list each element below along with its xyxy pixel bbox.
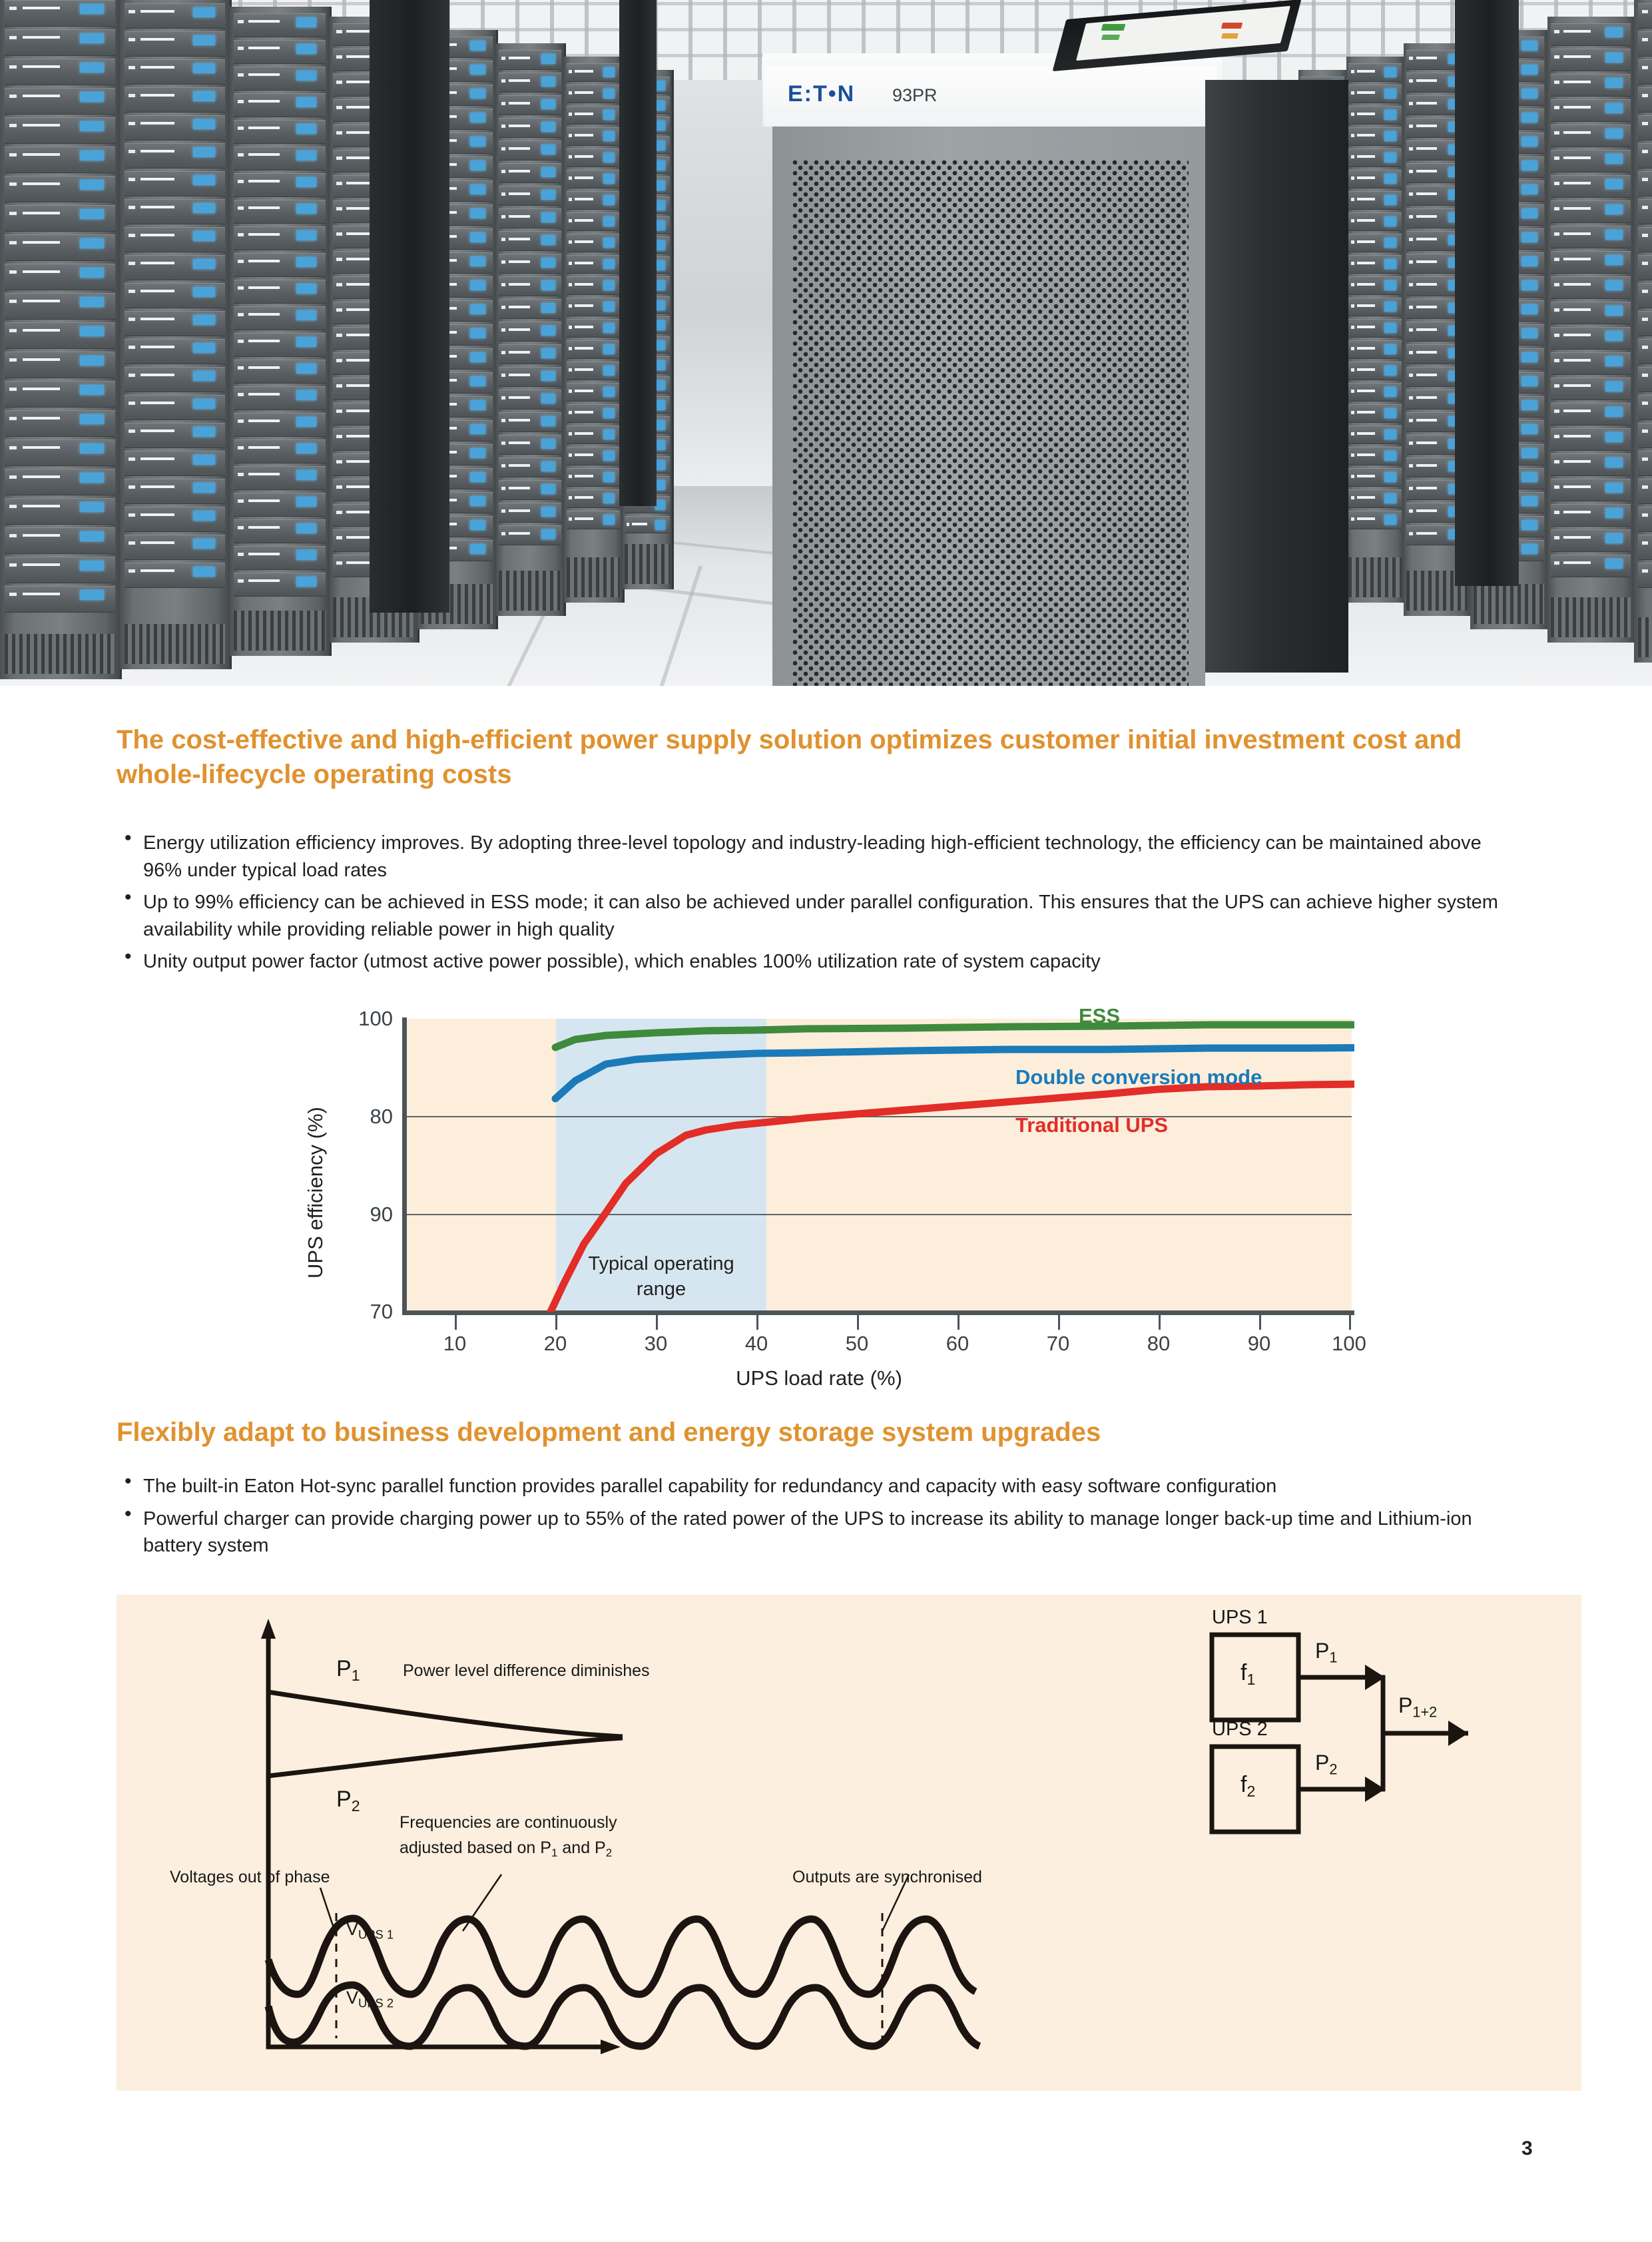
pillar-left [370, 0, 449, 613]
rack-unit [125, 255, 226, 280]
ups-side-door [1205, 80, 1348, 673]
rack-unit [125, 199, 226, 224]
rack-unit [499, 50, 561, 70]
ups2-block-inner-label [1240, 1772, 1255, 1801]
hot-sync-diagram-panel [117, 1595, 1581, 2091]
bullet-list-section-2 [117, 1473, 1521, 1565]
ups-display-indicator-green [1101, 24, 1126, 31]
rack-unit [125, 3, 226, 29]
rack-unit [5, 381, 115, 408]
rack-unit [1348, 340, 1401, 359]
y-tick-label: 70 [370, 1300, 393, 1323]
series-traditional-ups [549, 1084, 1365, 1314]
rack-unit [1348, 383, 1401, 402]
rack-unit [5, 176, 115, 202]
rack-unit [125, 59, 226, 85]
p2-out-subscript: 2 [1329, 1761, 1338, 1778]
rack-unit [1551, 125, 1631, 147]
rack-unit [125, 367, 226, 392]
rack-unit [5, 117, 115, 144]
rack-unit [499, 118, 561, 138]
rack-unit [125, 283, 226, 308]
rack-unit [1638, 59, 1652, 85]
rack-unit [499, 163, 561, 183]
rack-unit [1638, 507, 1652, 532]
combined-output-label [1398, 1693, 1437, 1721]
voltages-out-of-phase-note: Voltages out of phase [170, 1868, 330, 1886]
ups-display-indicator-orange [1221, 33, 1239, 39]
rack-unit [1638, 395, 1652, 420]
rack-unit [1638, 479, 1652, 504]
p1-out-symbol: P [1315, 1639, 1330, 1663]
band-label-typical-operating-range: Typical operating range [588, 1253, 734, 1300]
rack-unit [1638, 283, 1652, 308]
rack-unit [1551, 529, 1631, 552]
rack-unit [499, 480, 561, 500]
rack-unit [567, 468, 621, 487]
rack-unit [1638, 339, 1652, 364]
ups2-output-label [1315, 1751, 1337, 1779]
rack-unit [567, 148, 621, 167]
x-tick-label: 70 [1046, 1332, 1070, 1355]
frequency-note-line-1: Frequencies are continuously [400, 1813, 617, 1832]
rack-unit [567, 340, 621, 359]
rack-unit [1551, 226, 1631, 248]
wave-label-ups1 [346, 1919, 394, 1942]
server-rack [496, 43, 566, 616]
rack-unit [125, 227, 226, 252]
list-item: • Energy utilization efficiency improves. By adopting three-level topology and industry-leading high-efficient technology, the efficiency can be maintained above 96% under typical load rates [117, 830, 1521, 884]
rack-unit [234, 306, 326, 330]
rack-unit [1551, 403, 1631, 425]
rack-unit [5, 264, 115, 290]
rack-unit [567, 191, 621, 210]
rack-vent [1348, 557, 1401, 597]
wave1-v-symbol: V [346, 1919, 359, 1939]
rack-unit [1551, 99, 1631, 122]
rack-unit [234, 120, 326, 144]
rack-unit [1348, 404, 1401, 423]
f1-subscript: 1 [1246, 1670, 1256, 1688]
rack-unit [1638, 451, 1652, 476]
rack-unit [5, 322, 115, 349]
rack-unit [499, 344, 561, 364]
rack-unit [125, 171, 226, 196]
rack-unit [1551, 49, 1631, 71]
rack-unit [499, 367, 561, 387]
rack-unit [125, 339, 226, 364]
series-label-double-conversion: Double conversion mode [1015, 1065, 1262, 1089]
rack-unit [567, 63, 621, 82]
rack-unit [234, 40, 326, 64]
rack-unit [499, 390, 561, 410]
rack-unit [234, 573, 326, 597]
rack-unit [234, 280, 326, 304]
rack-unit [125, 535, 226, 560]
rack-unit [5, 234, 115, 261]
rack-unit [5, 146, 115, 173]
list-item: • Unity output power factor (utmost active power possible), which enables 100% utilization rate of system capacity [117, 948, 1521, 976]
rack-unit [234, 226, 326, 250]
rack-unit [1348, 447, 1401, 465]
x-tick-label: 100 [1332, 1332, 1366, 1355]
p1-subscript: 1 [351, 1666, 360, 1684]
rack-unit [567, 489, 621, 508]
rack-unit [1551, 276, 1631, 299]
rack-unit [234, 519, 326, 543]
rack-unit [1348, 362, 1401, 380]
rack-unit [499, 276, 561, 296]
rack-unit [1638, 423, 1652, 448]
hero-image [0, 0, 1652, 686]
rack-unit [1638, 563, 1652, 588]
rack-unit [1348, 298, 1401, 316]
rack-unit [567, 170, 621, 188]
rack-unit [1638, 311, 1652, 336]
rack-unit [567, 404, 621, 423]
p1-curve-label [336, 1656, 360, 1685]
ups2-block-title: UPS 2 [1212, 1719, 1268, 1740]
rack-vent [5, 634, 115, 674]
rack-unit [1551, 74, 1631, 97]
rack-unit [125, 87, 226, 113]
rack-unit [125, 479, 226, 504]
server-rack [564, 57, 625, 603]
eaton-model-label: 93PR [892, 85, 938, 105]
rack-vent [1474, 584, 1545, 624]
rack-vent [1638, 617, 1652, 657]
frequency-note-sub-2: 2 [605, 1846, 613, 1860]
p12-subscript: 1+2 [1412, 1703, 1438, 1721]
page-title-section-1: The cost-effective and high-efficient power supply solution optimizes customer initial investment cost and whole-lifecycle operating costs [117, 725, 1462, 789]
rack-unit [1551, 150, 1631, 172]
rack-unit [234, 386, 326, 410]
rack-unit [5, 527, 115, 554]
rack-unit [1348, 63, 1401, 82]
rack-unit [1551, 251, 1631, 274]
x-tick-label: 40 [744, 1332, 768, 1355]
rack-unit [1551, 479, 1631, 501]
rack-unit [1638, 367, 1652, 392]
rack-unit [234, 146, 326, 170]
rack-unit [499, 322, 561, 342]
pillar-left-2 [619, 0, 657, 506]
x-tick-label: 80 [1147, 1332, 1171, 1355]
ups1-block-inner-label [1240, 1660, 1255, 1689]
wave2-subscript: UPS 2 [358, 1996, 394, 2010]
rack-unit [1551, 175, 1631, 198]
y-tick-label: 80 [370, 1105, 393, 1128]
rack-unit [5, 586, 115, 613]
rack-unit [1348, 468, 1401, 487]
server-rack [230, 7, 332, 656]
rack-unit [234, 253, 326, 277]
rack-unit [499, 73, 561, 93]
f2-symbol: f [1240, 1772, 1247, 1797]
series-label-ess: ESS [1079, 1004, 1121, 1027]
rack-unit [567, 362, 621, 380]
rack-unit [1551, 378, 1631, 400]
rack-unit [625, 516, 670, 533]
rack-unit [567, 276, 621, 295]
efficiency-chart [286, 999, 1366, 1390]
rack-unit [1551, 428, 1631, 451]
series-label-traditional-ups: Traditional UPS [1015, 1113, 1169, 1137]
rack-unit [567, 85, 621, 103]
rack-unit [1638, 31, 1652, 57]
rack-unit [5, 557, 115, 583]
rack-unit [567, 255, 621, 274]
rack-unit [5, 410, 115, 437]
rack-unit [234, 493, 326, 517]
rack-unit [125, 395, 226, 420]
rack-vent [234, 611, 326, 651]
frequency-note-sub-1: 1 [551, 1846, 558, 1860]
rack-unit [1638, 199, 1652, 224]
p2-subscript: 2 [351, 1797, 360, 1815]
ups-display-indicator-red [1221, 23, 1242, 29]
ups1-output-label [1315, 1639, 1337, 1667]
rack-unit [1551, 352, 1631, 375]
list-item: • The built-in Eaton Hot-sync parallel function provides parallel capability for redundancy and capacity with easy software configuration [117, 1473, 1521, 1500]
outputs-synchronised-note: Outputs are synchronised [792, 1868, 982, 1886]
rack-unit [1638, 3, 1652, 29]
rack-unit [125, 31, 226, 57]
server-rack [1547, 17, 1636, 643]
ups-cabinet [756, 0, 1342, 586]
rack-unit [125, 451, 226, 476]
rack-unit [567, 425, 621, 444]
chart-x-axis-label: UPS load rate (%) [736, 1366, 902, 1390]
f1-symbol: f [1240, 1660, 1247, 1685]
rack-unit [499, 299, 561, 319]
rack-unit [1638, 143, 1652, 168]
page-title-section-2: Flexibly adapt to business development and energy storage system upgrades [117, 1418, 1101, 1447]
rack-unit [499, 525, 561, 545]
rack-unit [1348, 276, 1401, 295]
rack-unit [125, 563, 226, 588]
rack-unit [5, 0, 115, 27]
rack-vent [625, 544, 670, 584]
rack-unit [1348, 127, 1401, 146]
x-tick-label: 20 [543, 1332, 567, 1355]
rack-unit [1551, 327, 1631, 350]
rack-unit [5, 59, 115, 85]
wave1-subscript: UPS 1 [358, 1927, 394, 1942]
rack-unit [567, 383, 621, 402]
rack-vent [499, 571, 561, 611]
rack-unit [1348, 148, 1401, 167]
rack-unit [234, 466, 326, 490]
p2-out-symbol: P [1315, 1751, 1330, 1775]
rack-unit [499, 254, 561, 274]
server-rack [1346, 57, 1406, 603]
rack-unit [234, 360, 326, 384]
rack-unit [499, 457, 561, 477]
frequency-note-text-a: adjusted based on P [400, 1838, 551, 1857]
rack-unit [234, 546, 326, 570]
rack-unit [1348, 319, 1401, 338]
chart-series-svg [286, 999, 1365, 1385]
p2-symbol: P [336, 1787, 352, 1812]
p1-symbol: P [336, 1656, 352, 1681]
x-tick-label: 90 [1247, 1332, 1271, 1355]
rack-unit [567, 447, 621, 465]
x-tick-label: 50 [845, 1332, 869, 1355]
rack-unit [1348, 234, 1401, 252]
rack-unit [1348, 85, 1401, 103]
rack-unit [125, 115, 226, 140]
wave2-v-symbol: V [346, 1988, 359, 2008]
rack-unit [1551, 302, 1631, 324]
rack-unit [1638, 87, 1652, 113]
rack-unit [5, 205, 115, 232]
wave-label-ups2 [346, 1988, 394, 2011]
x-tick-label: 60 [946, 1332, 969, 1355]
rack-unit [1348, 255, 1401, 274]
rack-vent [1551, 597, 1631, 637]
x-tick-label: 30 [644, 1332, 668, 1355]
rack-unit [1551, 453, 1631, 476]
rack-unit [499, 435, 561, 455]
rack-unit [567, 212, 621, 231]
rack-unit [234, 173, 326, 197]
rack-unit [125, 143, 226, 168]
list-item: • Up to 99% efficiency can be achieved in ESS mode; it can also be achieved under parallel configuration. This ensures that the UPS can achieve higher system availability while providing reliable power in high quality [117, 889, 1521, 943]
page-number: 3 [1521, 2137, 1533, 2159]
rack-unit [5, 29, 115, 56]
rack-unit [1638, 115, 1652, 140]
rack-unit [1551, 555, 1631, 577]
frequency-note-line-2 [400, 1838, 612, 1860]
rack-unit [125, 423, 226, 448]
rack-unit [567, 511, 621, 529]
rack-unit [499, 95, 561, 115]
rack-unit [1551, 504, 1631, 527]
rack-unit [1348, 425, 1401, 444]
power-difference-annotation: Power level difference diminishes [403, 1661, 650, 1680]
rack-unit [1348, 511, 1401, 529]
rack-unit [567, 106, 621, 125]
list-item: • Powerful charger can provide charging power up to 55% of the rated power of the UPS to increase its ability to manage longer back-up time and Lithium-ion battery system [117, 1506, 1521, 1559]
ups-perforated-grille [792, 160, 1189, 686]
x-tick-label: 10 [443, 1332, 467, 1355]
frequency-note-text-b: and P [557, 1838, 606, 1857]
rack-unit [1348, 191, 1401, 210]
y-tick-label: 100 [358, 1007, 393, 1030]
rack-unit [5, 439, 115, 466]
rack-unit [1638, 535, 1652, 560]
f2-subscript: 2 [1246, 1782, 1256, 1800]
rack-unit [499, 186, 561, 206]
rack-unit [1348, 106, 1401, 125]
rack-unit [1638, 255, 1652, 280]
rack-vent [125, 624, 226, 664]
rack-unit [1638, 227, 1652, 252]
rack-unit [5, 469, 115, 495]
ups-display-indicator-green-2 [1101, 35, 1120, 40]
rack-unit [499, 231, 561, 251]
eaton-logo: E:T•N [788, 81, 856, 107]
rack-unit [5, 498, 115, 525]
rack-unit [5, 352, 115, 378]
rack-unit [499, 208, 561, 228]
ups1-block-title: UPS 1 [1212, 1607, 1268, 1628]
rack-unit [234, 413, 326, 437]
rack-unit [567, 127, 621, 146]
rack-unit [567, 298, 621, 316]
rack-unit [499, 503, 561, 523]
rack-unit [234, 13, 326, 37]
rack-unit [567, 234, 621, 252]
rack-unit [1348, 170, 1401, 188]
chart-y-axis-label: UPS efficiency (%) [304, 1107, 327, 1278]
rack-unit [234, 67, 326, 91]
rack-unit [125, 311, 226, 336]
rack-unit [234, 200, 326, 224]
rack-unit [1551, 23, 1631, 46]
series-ess [555, 1025, 1365, 1047]
server-rack [1634, 0, 1652, 663]
pillar-right [1455, 0, 1519, 586]
rack-unit [125, 507, 226, 532]
server-rack [0, 0, 122, 679]
rack-unit [234, 439, 326, 463]
y-tick-label: 90 [370, 1203, 393, 1226]
server-rack [120, 0, 232, 669]
rack-unit [499, 412, 561, 432]
p12-symbol: P [1398, 1693, 1413, 1717]
p1-out-subscript: 1 [1329, 1649, 1338, 1666]
rack-vent [567, 557, 621, 597]
rack-unit [1348, 489, 1401, 508]
rack-unit [567, 319, 621, 338]
rack-unit [234, 333, 326, 357]
rack-unit [1348, 212, 1401, 231]
rack-unit [234, 93, 326, 117]
p2-curve-label [336, 1787, 360, 1815]
rack-unit [5, 293, 115, 320]
bullet-list-section-1 [117, 830, 1521, 981]
rack-unit [1551, 200, 1631, 223]
rack-unit [499, 140, 561, 160]
rack-unit [1638, 171, 1652, 196]
rack-unit [5, 88, 115, 115]
